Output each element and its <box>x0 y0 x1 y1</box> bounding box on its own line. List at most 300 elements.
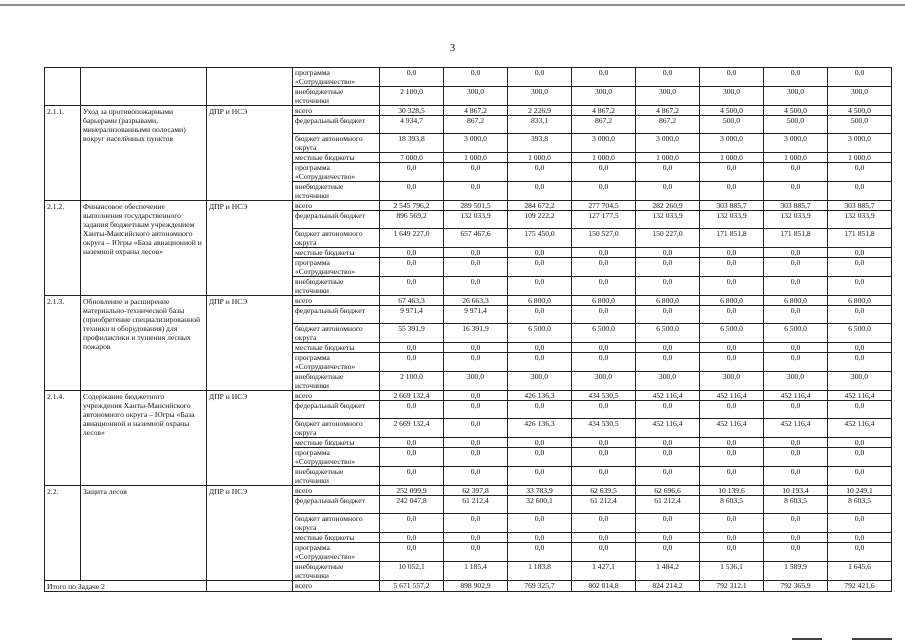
amount-cell: 132 033,9 <box>764 211 828 229</box>
amount-cell: 6 500,0 <box>572 324 636 343</box>
amount-cell: 2 669 132,4 <box>380 391 444 401</box>
amount-cell: 252 099,9 <box>380 486 444 496</box>
page-number: 3 <box>449 42 456 54</box>
amount-cell: 0,0 <box>828 401 892 419</box>
amount-cell: 0,0 <box>508 163 572 182</box>
funding-source: федеральный бюджет <box>293 306 380 324</box>
amount-cell: 0,0 <box>764 543 828 562</box>
amount-cell: 452 116,4 <box>764 419 828 438</box>
funding-source: программа «Сотрудничество» <box>293 448 380 467</box>
amount-cell: 6 800,0 <box>572 296 636 306</box>
amount-cell: 0,0 <box>764 401 828 419</box>
amount-cell: 132 033,9 <box>636 211 700 229</box>
responsible-executor <box>207 68 293 106</box>
amount-cell: 0,0 <box>380 401 444 419</box>
amount-cell: 802 014,8 <box>572 581 636 592</box>
amount-cell: 0,0 <box>444 467 508 486</box>
amount-cell: 0,0 <box>764 353 828 372</box>
amount-cell: 0,0 <box>828 543 892 562</box>
amount-cell: 0,0 <box>572 163 636 182</box>
amount-cell: 150 227,0 <box>636 229 700 248</box>
amount-cell: 0,0 <box>700 448 764 467</box>
amount-cell: 0,0 <box>828 514 892 533</box>
amount-cell: 393,8 <box>508 134 572 153</box>
amount-cell: 284 672,2 <box>508 201 572 211</box>
amount-cell: 61 212,4 <box>636 496 700 514</box>
amount-cell: 8 603,5 <box>764 496 828 514</box>
amount-cell: 4 500,0 <box>700 106 764 116</box>
amount-cell: 67 463,3 <box>380 296 444 306</box>
responsible-executor: ДПР и НСЭ <box>207 296 293 391</box>
scan-top-edge <box>0 4 905 6</box>
amount-cell: 0,0 <box>764 448 828 467</box>
amount-cell: 300,0 <box>444 372 508 391</box>
amount-cell: 434 530,5 <box>572 391 636 401</box>
amount-cell: 0,0 <box>444 543 508 562</box>
amount-cell: 0,0 <box>508 353 572 372</box>
funding-source: бюджет автономного округа <box>293 514 380 533</box>
amount-cell: 0,0 <box>828 438 892 448</box>
amount-cell: 0,0 <box>636 401 700 419</box>
amount-cell: 0,0 <box>764 68 828 87</box>
amount-cell: 0,0 <box>636 543 700 562</box>
amount-cell: 1 645,6 <box>828 562 892 581</box>
amount-cell: 500,0 <box>764 116 828 134</box>
amount-cell: 0,0 <box>700 248 764 258</box>
amount-cell: 0,0 <box>572 306 636 324</box>
amount-cell: 0,0 <box>444 258 508 277</box>
amount-cell: 0,0 <box>636 68 700 87</box>
amount-cell: 0,0 <box>636 438 700 448</box>
amount-cell: 3 000,0 <box>636 134 700 153</box>
amount-cell: 0,0 <box>636 533 700 543</box>
amount-cell: 2 100,0 <box>380 87 444 106</box>
amount-cell: 452 116,4 <box>828 419 892 438</box>
funding-source: федеральный бюджет <box>293 401 380 419</box>
responsible-executor: ДПР и НСЭ <box>207 391 293 486</box>
amount-cell: 0,0 <box>508 514 572 533</box>
funding-source: бюджет автономного округа <box>293 419 380 438</box>
amount-cell: 896 569,2 <box>380 211 444 229</box>
funding-source: местные бюджеты <box>293 248 380 258</box>
amount-cell: 33 783,9 <box>508 486 572 496</box>
item-name <box>81 68 207 106</box>
amount-cell: 1 000,0 <box>636 153 700 163</box>
amount-cell: 1 000,0 <box>700 153 764 163</box>
funding-source: бюджет автономного округа <box>293 229 380 248</box>
amount-cell: 4 867,2 <box>636 106 700 116</box>
amount-cell: 1 589,9 <box>764 562 828 581</box>
amount-cell: 3 000,0 <box>700 134 764 153</box>
amount-cell: 4 500,0 <box>828 106 892 116</box>
amount-cell: 300,0 <box>764 87 828 106</box>
amount-cell: 0,0 <box>380 353 444 372</box>
amount-cell: 0,0 <box>572 543 636 562</box>
amount-cell: 0,0 <box>828 248 892 258</box>
amount-cell: 0,0 <box>700 438 764 448</box>
funding-source: всего <box>293 201 380 211</box>
amount-cell: 300,0 <box>700 87 764 106</box>
amount-cell: 0,0 <box>572 401 636 419</box>
funding-source: внебюджетные источники <box>293 277 380 296</box>
amount-cell: 452 116,4 <box>764 391 828 401</box>
amount-cell: 0,0 <box>700 353 764 372</box>
funding-source: программа «Сотрудничество» <box>293 68 380 87</box>
amount-cell: 0,0 <box>508 258 572 277</box>
amount-cell: 0,0 <box>700 182 764 201</box>
amount-cell: 1 000,0 <box>828 153 892 163</box>
amount-cell: 132 033,9 <box>828 211 892 229</box>
amount-cell: 0,0 <box>572 343 636 353</box>
amount-cell: 0,0 <box>508 401 572 419</box>
amount-cell: 61 212,4 <box>572 496 636 514</box>
item-name: Уход за противопожарными барьерами (разрывами, минерализованными полосами) вокруг населённых пунктов <box>81 106 207 201</box>
amount-cell: 0,0 <box>380 248 444 258</box>
amount-cell: 0,0 <box>444 401 508 419</box>
amount-cell: 109 222,2 <box>508 211 572 229</box>
amount-cell: 0,0 <box>764 533 828 543</box>
amount-cell: 0,0 <box>572 533 636 543</box>
amount-cell: 0,0 <box>764 182 828 201</box>
amount-cell: 0,0 <box>508 343 572 353</box>
amount-cell: 0,0 <box>380 182 444 201</box>
amount-cell: 277 704,5 <box>572 201 636 211</box>
amount-cell: 300,0 <box>828 372 892 391</box>
funding-source: местные бюджеты <box>293 438 380 448</box>
amount-cell: 0,0 <box>636 258 700 277</box>
amount-cell: 3 000,0 <box>444 134 508 153</box>
amount-cell: 171 851,8 <box>764 229 828 248</box>
item-name: Финансовое обеспечение выполнения государственного задания бюджетным учреждением Ханты-Мансийского автономного округа – Югры «База авиационной и наземной охраны лесов» <box>81 201 207 296</box>
item-code: 2.1.4. <box>45 391 81 486</box>
amount-cell: 452 116,4 <box>700 419 764 438</box>
amount-cell: 0,0 <box>508 182 572 201</box>
amount-cell: 132 033,9 <box>444 211 508 229</box>
funding-source: программа «Сотрудничество» <box>293 163 380 182</box>
amount-cell: 0,0 <box>828 448 892 467</box>
amount-cell: 6 500,0 <box>764 324 828 343</box>
amount-cell: 0,0 <box>636 467 700 486</box>
financing-table <box>44 67 892 592</box>
amount-cell: 0,0 <box>572 438 636 448</box>
item-name: Содержание бюджетного учреждения Ханты-Мансийского автономного округа – Югры «База авиационной и наземной охраны лесов» <box>81 391 207 486</box>
amount-cell: 300,0 <box>764 372 828 391</box>
funding-source: внебюджетные источники <box>293 562 380 581</box>
funding-source: всего <box>293 296 380 306</box>
amount-cell: 282 260,9 <box>636 201 700 211</box>
amount-cell: 0,0 <box>828 353 892 372</box>
amount-cell: 867,2 <box>572 116 636 134</box>
amount-cell: 0,0 <box>380 277 444 296</box>
amount-cell: 0,0 <box>764 438 828 448</box>
amount-cell: 9 971,4 <box>380 306 444 324</box>
funding-source: программа «Сотрудничество» <box>293 543 380 562</box>
amount-cell: 30 328,5 <box>380 106 444 116</box>
amount-cell: 0,0 <box>828 467 892 486</box>
amount-cell: 867,2 <box>636 116 700 134</box>
amount-cell: 0,0 <box>380 68 444 87</box>
amount-cell: 1 000,0 <box>764 153 828 163</box>
amount-cell: 0,0 <box>508 438 572 448</box>
amount-cell: 0,0 <box>764 248 828 258</box>
amount-cell: 500,0 <box>828 116 892 134</box>
amount-cell: 0,0 <box>700 467 764 486</box>
amount-cell: 792 312,1 <box>700 581 764 592</box>
amount-cell: 10 052,1 <box>380 562 444 581</box>
amount-cell: 6 800,0 <box>508 296 572 306</box>
amount-cell: 8 603,5 <box>828 496 892 514</box>
amount-cell: 0,0 <box>828 277 892 296</box>
amount-cell: 5 671 557,2 <box>380 581 444 592</box>
item-name: Обновление и расширение материально-технической базы (приобретение специализированной техники и оборудования) для профилактики и тушения лесных пожаров <box>81 296 207 391</box>
funding-source: всего <box>293 391 380 401</box>
amount-cell: 0,0 <box>444 182 508 201</box>
amount-cell: 0,0 <box>572 68 636 87</box>
amount-cell: 8 603,5 <box>700 496 764 514</box>
amount-cell: 300,0 <box>636 87 700 106</box>
amount-cell: 0,0 <box>764 467 828 486</box>
funding-source: программа «Сотрудничество» <box>293 258 380 277</box>
amount-cell: 0,0 <box>764 514 828 533</box>
amount-cell: 2 669 132,4 <box>380 419 444 438</box>
amount-cell: 0,0 <box>444 514 508 533</box>
amount-cell: 0,0 <box>444 277 508 296</box>
amount-cell: 303 885,7 <box>828 201 892 211</box>
amount-cell: 300,0 <box>636 372 700 391</box>
amount-cell: 0,0 <box>700 343 764 353</box>
amount-cell: 0,0 <box>444 419 508 438</box>
total-row <box>45 581 892 592</box>
amount-cell: 452 116,4 <box>828 391 892 401</box>
table-row <box>45 68 892 87</box>
item-code: 2.1.3. <box>45 296 81 391</box>
amount-cell: 150 527,0 <box>572 229 636 248</box>
amount-cell: 6 800,0 <box>828 296 892 306</box>
amount-cell: 18 393,8 <box>380 134 444 153</box>
responsible-executor: ДПР и НСЭ <box>207 201 293 296</box>
amount-cell: 1 427,1 <box>572 562 636 581</box>
amount-cell: 0,0 <box>828 533 892 543</box>
amount-cell: 1 000,0 <box>444 153 508 163</box>
amount-cell: 0,0 <box>700 533 764 543</box>
amount-cell: 0,0 <box>764 343 828 353</box>
amount-cell: 62 696,6 <box>636 486 700 496</box>
amount-cell: 6 500,0 <box>700 324 764 343</box>
amount-cell: 0,0 <box>508 277 572 296</box>
funding-source: всего <box>293 486 380 496</box>
amount-cell: 0,0 <box>508 467 572 486</box>
table-row <box>45 486 892 496</box>
amount-cell: 0,0 <box>444 353 508 372</box>
amount-cell: 300,0 <box>828 87 892 106</box>
amount-cell: 0,0 <box>572 182 636 201</box>
amount-cell: 1 484,2 <box>636 562 700 581</box>
amount-cell: 0,0 <box>572 467 636 486</box>
amount-cell: 452 116,4 <box>636 419 700 438</box>
item-code <box>45 68 81 106</box>
amount-cell: 32 600,1 <box>508 496 572 514</box>
amount-cell: 0,0 <box>380 467 444 486</box>
amount-cell: 0,0 <box>764 306 828 324</box>
amount-cell: 127 177,5 <box>572 211 636 229</box>
table-row <box>45 106 892 116</box>
amount-cell: 1 649 227,0 <box>380 229 444 248</box>
amount-cell: 0,0 <box>380 343 444 353</box>
funding-source: всего <box>293 106 380 116</box>
amount-cell: 0,0 <box>444 68 508 87</box>
amount-cell: 0,0 <box>380 258 444 277</box>
amount-cell: 0,0 <box>572 514 636 533</box>
amount-cell: 1 000,0 <box>508 153 572 163</box>
funding-source: федеральный бюджет <box>293 211 380 229</box>
item-name: Защита лесов <box>81 486 207 581</box>
amount-cell: 0,0 <box>572 248 636 258</box>
funding-source: федеральный бюджет <box>293 496 380 514</box>
responsible-executor: ДПР и НСЭ <box>207 486 293 581</box>
amount-cell: 300,0 <box>444 87 508 106</box>
funding-source: всего <box>293 581 380 592</box>
amount-cell: 0,0 <box>572 353 636 372</box>
amount-cell: 300,0 <box>508 87 572 106</box>
amount-cell: 0,0 <box>636 182 700 201</box>
amount-cell: 0,0 <box>380 448 444 467</box>
amount-cell: 0,0 <box>700 277 764 296</box>
amount-cell: 289 501,5 <box>444 201 508 211</box>
table-row <box>45 391 892 401</box>
amount-cell: 0,0 <box>700 514 764 533</box>
amount-cell: 0,0 <box>636 277 700 296</box>
item-code: 2.1.1. <box>45 106 81 201</box>
amount-cell: 833,1 <box>508 116 572 134</box>
table-row <box>45 296 892 306</box>
funding-source: бюджет автономного округа <box>293 324 380 343</box>
funding-source: бюджет автономного округа <box>293 134 380 153</box>
amount-cell: 434 530,5 <box>572 419 636 438</box>
amount-cell: 0,0 <box>380 514 444 533</box>
amount-cell: 2 100,0 <box>380 372 444 391</box>
amount-cell: 867,2 <box>444 116 508 134</box>
amount-cell: 0,0 <box>572 448 636 467</box>
amount-cell: 0,0 <box>444 438 508 448</box>
amount-cell: 26 663,3 <box>444 296 508 306</box>
amount-cell: 0,0 <box>380 533 444 543</box>
amount-cell: 6 800,0 <box>700 296 764 306</box>
amount-cell: 0,0 <box>700 258 764 277</box>
funding-source: внебюджетные источники <box>293 87 380 106</box>
amount-cell: 7 000,0 <box>380 153 444 163</box>
amount-cell: 0,0 <box>572 277 636 296</box>
total-label: Итого по Задаче 2 <box>45 581 207 592</box>
funding-source: местные бюджеты <box>293 533 380 543</box>
amount-cell: 171 851,8 <box>700 229 764 248</box>
funding-source: местные бюджеты <box>293 153 380 163</box>
amount-cell: 6 500,0 <box>828 324 892 343</box>
amount-cell: 0,0 <box>764 163 828 182</box>
amount-cell: 426 136,3 <box>508 391 572 401</box>
amount-cell: 171 851,8 <box>828 229 892 248</box>
amount-cell: 0,0 <box>508 306 572 324</box>
amount-cell: 452 116,4 <box>636 391 700 401</box>
amount-cell: 62 397,8 <box>444 486 508 496</box>
table-row <box>45 201 892 211</box>
total-resp-empty <box>207 581 293 592</box>
funding-source: внебюджетные источники <box>293 467 380 486</box>
amount-cell: 657 467,6 <box>444 229 508 248</box>
amount-cell: 0,0 <box>444 533 508 543</box>
amount-cell: 0,0 <box>700 68 764 87</box>
amount-cell: 1 536,1 <box>700 562 764 581</box>
item-code: 2.1.2. <box>45 201 81 296</box>
amount-cell: 10 139,6 <box>700 486 764 496</box>
amount-cell: 0,0 <box>636 353 700 372</box>
amount-cell: 300,0 <box>572 87 636 106</box>
amount-cell: 0,0 <box>636 306 700 324</box>
amount-cell: 0,0 <box>700 306 764 324</box>
amount-cell: 300,0 <box>508 372 572 391</box>
amount-cell: 0,0 <box>764 277 828 296</box>
funding-source: местные бюджеты <box>293 343 380 353</box>
amount-cell: 824 214,2 <box>636 581 700 592</box>
amount-cell: 0,0 <box>444 448 508 467</box>
amount-cell: 4 934,7 <box>380 116 444 134</box>
amount-cell: 1 183,8 <box>508 562 572 581</box>
amount-cell: 132 033,9 <box>700 211 764 229</box>
amount-cell: 0,0 <box>444 248 508 258</box>
amount-cell: 0,0 <box>444 343 508 353</box>
amount-cell: 0,0 <box>444 163 508 182</box>
amount-cell: 0,0 <box>508 248 572 258</box>
amount-cell: 3 000,0 <box>828 134 892 153</box>
amount-cell: 6 500,0 <box>636 324 700 343</box>
amount-cell: 0,0 <box>508 68 572 87</box>
amount-cell: 303 885,7 <box>700 201 764 211</box>
amount-cell: 300,0 <box>700 372 764 391</box>
amount-cell: 0,0 <box>572 258 636 277</box>
amount-cell: 9 971,4 <box>444 306 508 324</box>
amount-cell: 0,0 <box>636 514 700 533</box>
amount-cell: 0,0 <box>636 163 700 182</box>
amount-cell: 6 500,0 <box>508 324 572 343</box>
amount-cell: 792 365,9 <box>764 581 828 592</box>
amount-cell: 6 800,0 <box>636 296 700 306</box>
amount-cell: 0,0 <box>508 533 572 543</box>
amount-cell: 1 000,0 <box>572 153 636 163</box>
amount-cell: 3 000,0 <box>572 134 636 153</box>
amount-cell: 0,0 <box>508 448 572 467</box>
amount-cell: 426 136,3 <box>508 419 572 438</box>
amount-cell: 2 545 796,2 <box>380 201 444 211</box>
amount-cell: 10 249,1 <box>828 486 892 496</box>
amount-cell: 16 391,9 <box>444 324 508 343</box>
item-code: 2.2. <box>45 486 81 581</box>
amount-cell: 61 212,4 <box>444 496 508 514</box>
amount-cell: 0,0 <box>380 543 444 562</box>
amount-cell: 0,0 <box>700 543 764 562</box>
amount-cell: 452 116,4 <box>700 391 764 401</box>
amount-cell: 4 500,0 <box>764 106 828 116</box>
amount-cell: 0,0 <box>444 391 508 401</box>
amount-cell: 0,0 <box>828 258 892 277</box>
amount-cell: 0,0 <box>380 438 444 448</box>
amount-cell: 2 226,9 <box>508 106 572 116</box>
amount-cell: 10 193,4 <box>764 486 828 496</box>
amount-cell: 4 867,2 <box>444 106 508 116</box>
amount-cell: 500,0 <box>700 116 764 134</box>
amount-cell: 0,0 <box>636 448 700 467</box>
amount-cell: 0,0 <box>700 163 764 182</box>
funding-source: федеральный бюджет <box>293 116 380 134</box>
amount-cell: 0,0 <box>636 343 700 353</box>
